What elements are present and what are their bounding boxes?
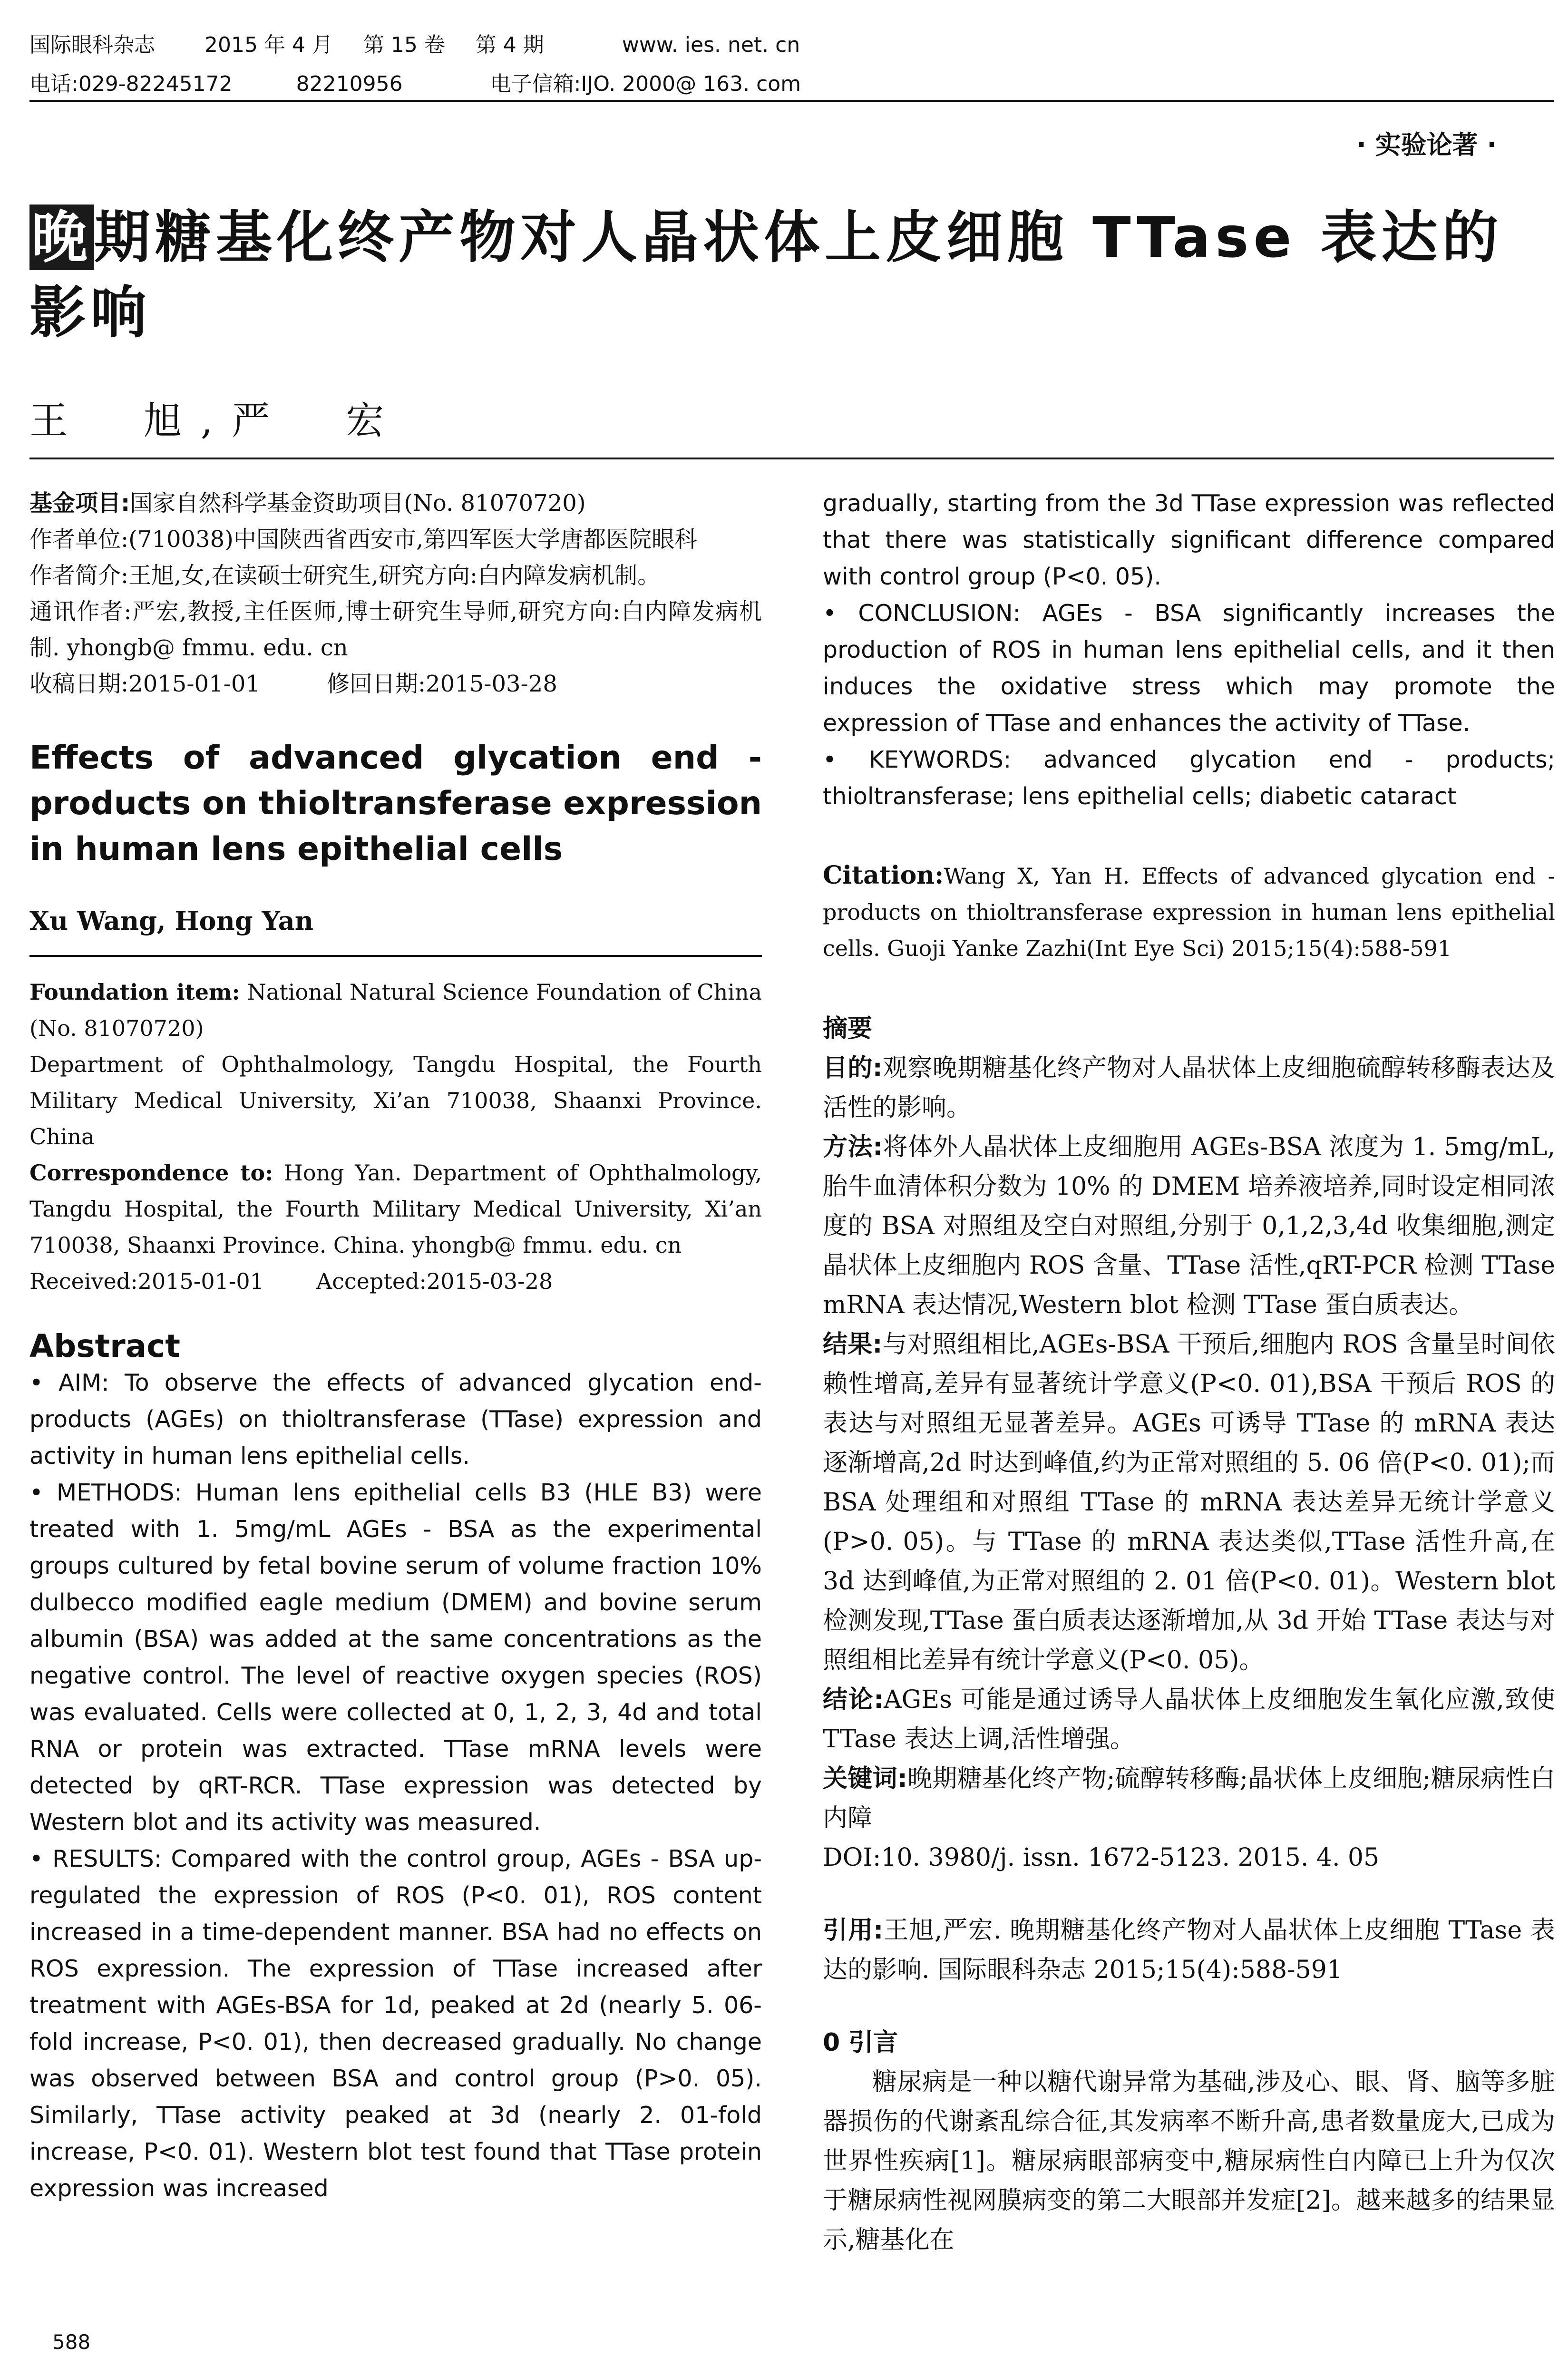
fund-item: 基金项目:国家自然科学基金资助项目(No. 81070720) (29, 490, 586, 516)
title-rest: 期糖基化终产物对人晶状体上皮细胞 TTase 表达的影响 (29, 205, 1503, 345)
doi: DOI:10. 3980/j. issn. 1672-5123. 2015. 4. 05 (823, 1843, 1380, 1872)
right-column (823, 485, 1555, 2260)
section-tag: · 实验论著 · (1356, 130, 1497, 160)
running-header-line-2 (29, 67, 801, 97)
abstract-conclusion: • CONCLUSION: AGEs - BSA significantly increases the production of ROS in human lens epithelial cells, and it then induces the oxidative stress which may promote the expression of TTase and enhances the activity of TTase. (823, 600, 1555, 737)
header-rule (29, 100, 1554, 102)
foundation-item: Foundation item: National Natural Science Foundation of China (No. 81070720) (29, 979, 762, 1041)
phone: 电话:029-82245172 (29, 72, 233, 96)
title-first-char: 晚 (29, 205, 94, 270)
journal-website: www. ies. net. cn (622, 33, 800, 57)
journal-email: 电子信箱:IJO. 2000@ 163. com (490, 72, 801, 96)
intro-heading: 0 引言 (823, 2028, 898, 2057)
abstract-results-continued: gradually, starting from the 3d TTase expression was reflected that there was statistically significant difference compared with control group (P<0. 05). (823, 490, 1555, 590)
authors-en: Xu Wang, Hong Yan (29, 906, 313, 936)
intro-paragraph: 糖尿病是一种以糖代谢异常为基础,涉及心、眼、肾、脑等多脏器损伤的代谢紊乱综合征,其发病率不断升高,患者数量庞大,已成为世界性疾病[1]。糖尿病眼部病变中,糖尿病性白内障已上升为仅次于糖尿病性视网膜病变的第二大眼部并发症[2]。越来越多的结果显示,糖基化在 (823, 2068, 1555, 2254)
article-title-en: Effects of advanced glycation end - products on thioltransferase expression in human lens epithelial cells (29, 739, 762, 868)
page-number: 588 (52, 2330, 91, 2354)
divider (29, 955, 762, 957)
author-intro: 作者简介:王旭,女,在读硕士研究生,研究方向:白内障发病机制。 (29, 562, 661, 589)
abstract-cn-conclusion: 结论:AGEs 可能是通过诱导人晶状体上皮细胞发生氧化应激,致使 TTase 表达上调,活性增强。 (823, 1685, 1556, 1754)
left-column (29, 485, 762, 2207)
phone-2: 82210956 (296, 72, 403, 96)
corresponding-author: 通讯作者:严宏,教授,主任医师,博士研究生导师,研究方向:白内障发病机制. yhongb@ fmmu. edu. cn (29, 598, 762, 661)
abstract-keywords: • KEYWORDS: advanced glycation end - products; thioltransferase; lens epithelial cells; diabetic cataract (823, 746, 1555, 810)
en-metadata (29, 974, 762, 1299)
abstract-en-right (823, 485, 1555, 815)
citation-cn: 引用:王旭,严宏. 晚期糖基化终产物对人晶状体上皮细胞 TTase 表达的影响. 国际眼科杂志 2015;15(4):588-591 (823, 1916, 1556, 1984)
abstract-cn-results: 结果:与对照组相比,AGEs-BSA 干预后,细胞内 ROS 含量呈时间依赖性增高,差异有显著统计学意义(P<0. 01),BSA 干预后 ROS 的表达与对照组无显著差异。AGEs 可诱导 TTase 的 mRNA 表达逐渐增高,2d 时达到峰值,约为正常对照组的 5. 06 倍(P<0. 01);而 BSA 处理组和对照组 TTase 的 mRNA 表达差异无统计学意义(P>0. 05)。与 TTase 的 mRNA 表达类似,TTase 活性升高,在 3d 达到峰值,为正常对照组的 2. 01 倍(P<0. 01)。Western blot 检测发现,TTase 蛋白质表达逐渐增加,从 3d 开始 TTase 表达与对照组相比差异有统计学意义(P<0. 05)。 (823, 1330, 1556, 1675)
citation-en: Citation:Wang X, Yan H. Effects of advanced glycation end - products on thioltransferase expression in human lens epithelial cells. Guoji Yanke Zazhi(Int Eye Sci) 2015;15(4):588-591 (823, 861, 1555, 961)
abstract-cn-aim: 目的:观察晚期糖基化终产物对人晶状体上皮细胞硫醇转移酶表达及活性的影响。 (823, 1054, 1555, 1122)
author-unit: 作者单位:(710038)中国陕西省西安市,第四军医大学唐都医院眼科 (29, 526, 698, 553)
article-title-cn (29, 200, 1551, 350)
abstract-en-left (29, 1364, 762, 2207)
department: Department of Ophthalmology, Tangdu Hospital, the Fourth Military Medical University, Xi’an 710038, Shaanxi Province. China (29, 1052, 762, 1150)
abstract-results: • RESULTS: Compared with the control group, AGEs - BSA up-regulated the expression of ROS (P<0. 01), ROS content increased in a time-dependent manner. BSA had no effects on ROS expression. The expression of TTase increased after treatment with AGEs-BSA for 1d, peaked at 2d (nearly 5. 06-fold increase, P<0. 01), then decreased gradually. No change was observed between BSA and control group (P>0. 05). Similarly, TTase activity peaked at 3d (nearly 2. 01-fold increase, P<0. 01). Western blot test found that TTase protein expression was increased (29, 1845, 762, 2202)
abstract-methods: • METHODS: Human lens epithelial cells B3 (HLE B3) were treated with 1. 5mg/mL AGEs - BSA as the experimental groups cultured by fetal bovine serum of volume fraction 10% dulbecco modified eagle medium (DMEM) and bovine serum albumin (BSA) was added at the same concentrations as the negative control. The level of reactive oxygen species (ROS) was evaluated. Cells were collected at 0, 1, 2, 3, 4d and total RNA or protein was extracted. TTase mRNA levels were detected by qRT-RCR. TTase expression was detected by Western blot and its activity was measured. (29, 1479, 762, 1836)
authors-cn: 王 旭,严 宏 (29, 399, 403, 443)
abstract-cn-heading: 摘要 (823, 1014, 873, 1043)
issue-date: 2015 年 4 月 (205, 33, 333, 57)
received-accepted: Received:2015-01-01 Accepted:2015-03-28 (29, 1268, 553, 1294)
cn-metadata (29, 485, 762, 702)
abstract-cn (823, 1009, 1555, 1878)
introduction (823, 2023, 1555, 2260)
abstract-cn-keywords: 关键词:晚期糖基化终产物;硫醇转移酶;晶状体上皮细胞;糖尿病性白内障 (823, 1764, 1555, 1832)
journal-name: 国际眼科杂志 (29, 33, 155, 57)
correspondence: Correspondence to: Hong Yan. Department of Ophthalmology, Tangdu Hospital, the Fourth Military Medical University, Xi’an 710038, Shaanxi Province. China. yhongb@ fmmu. edu. cn (29, 1160, 762, 1258)
abstract-aim: • AIM: To observe the effects of advanced glycation end-products (AGEs) on thioltransferase (TTase) expression and activity in human lens epithelial cells. (29, 1369, 762, 1470)
abstract-cn-methods: 方法:将体外人晶状体上皮细胞用 AGEs-BSA 浓度为 1. 5mg/mL,胎牛血清体积分数为 10% 的 DMEM 培养液培养,同时设定相同浓度的 BSA 对照组及空白对照组,分别于 0,1,2,3,4d 收集细胞,测定晶状体上皮细胞内 ROS 含量、TTase 活性,qRT-PCR 检测 TTase mRNA 表达情况,Western blot 检测 TTase 蛋白质表达。 (823, 1133, 1555, 1319)
issue: 第 4 期 (475, 33, 544, 57)
abstract-heading: Abstract (29, 1328, 180, 1364)
title-rule (29, 458, 1554, 459)
running-header-line-1 (29, 28, 800, 58)
dates: 收稿日期:2015-01-01 修回日期:2015-03-28 (29, 671, 557, 697)
volume: 第 15 卷 (363, 33, 445, 57)
